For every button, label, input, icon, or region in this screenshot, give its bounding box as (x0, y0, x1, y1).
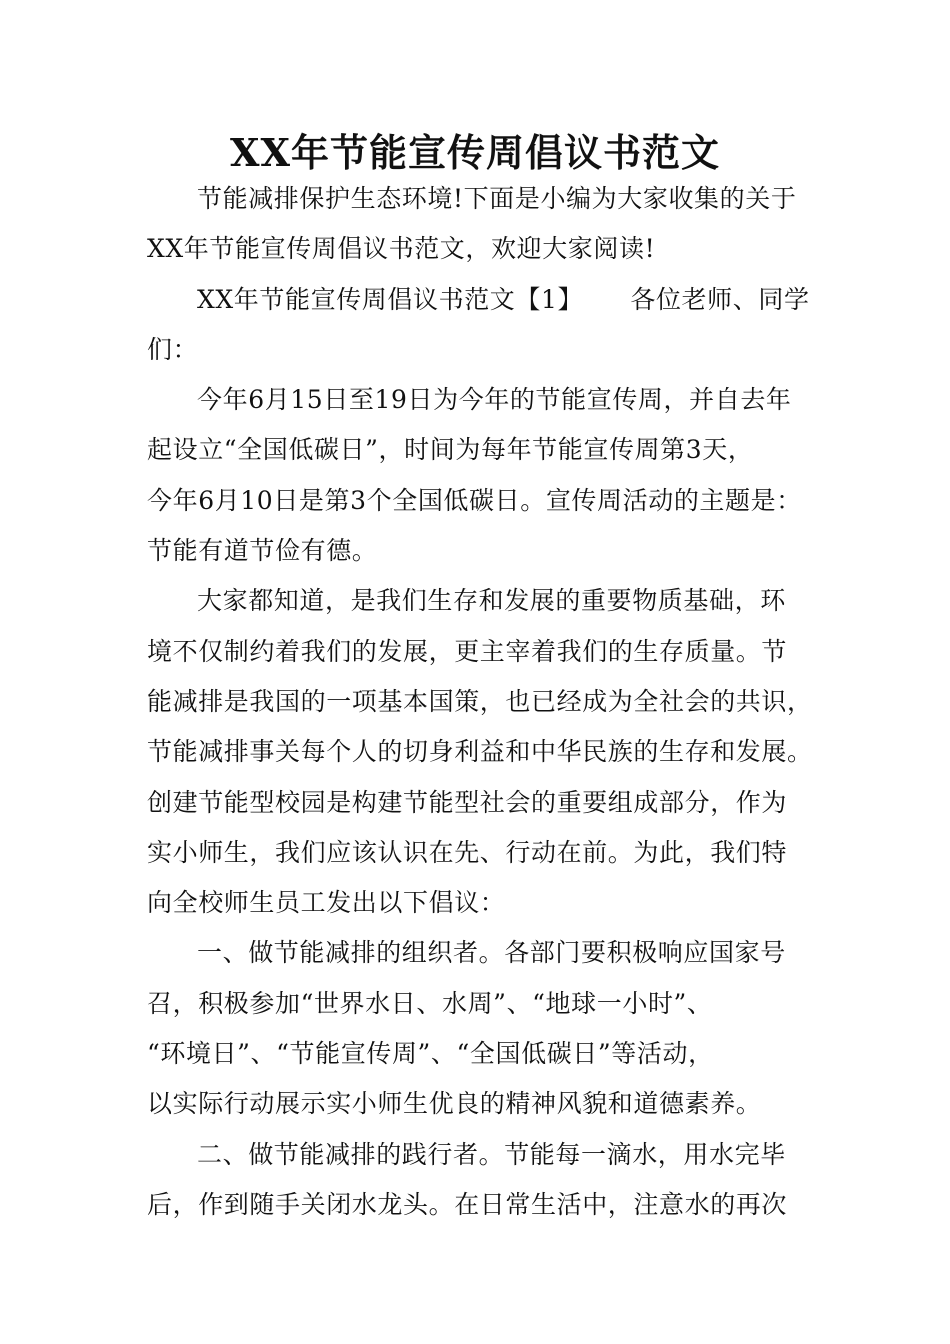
paragraph-line: 一、做节能减排的组织者。各部门要积极响应国家号 (197, 938, 786, 968)
paragraph-line: 召，积极参加“世界水日、水周”、“地球一小时”、 (147, 988, 713, 1018)
paragraph-line: 节能有道节俭有德。 (147, 536, 378, 566)
paragraph-line: 起设立“全国低碳日”，时间为每年节能宣传周第3天， (147, 435, 754, 465)
paragraph-line: 向全校师生员工发出以下倡议： (147, 888, 506, 918)
document-title: XX年节能宣传周倡议书范文 (230, 130, 720, 175)
paragraph-line: 大家都知道，是我们生存和发展的重要物质基础，环 (197, 586, 786, 616)
paragraph-line: “环境日”、“节能宣传周”、“全国低碳日”等活动， (147, 1039, 714, 1069)
paragraph-line: 境不仅制约着我们的发展，更主宰着我们的生存质量。节 (147, 636, 788, 666)
paragraph-line: 以实际行动展示实小师生优良的精神风貌和道德素养。 (147, 1089, 762, 1119)
paragraph-line: XX年节能宣传周倡议书范文，欢迎大家阅读! (147, 234, 656, 264)
paragraph-line: 二、做节能减排的践行者。节能每一滴水，用水完毕 (197, 1139, 786, 1169)
paragraph-line: 创建节能型校园是构建节能型社会的重要组成部分，作为 (147, 787, 788, 817)
paragraph-line: 后，作到随手关闭水龙头。在日常生活中，注意水的再次 (147, 1189, 788, 1219)
paragraph-line: 节能减排保护生态环境!下面是小编为大家收集的关于 (197, 184, 797, 213)
paragraph-line: 今年6月10日是第3个全国低碳日。宣传周活动的主题是： (147, 485, 802, 515)
paragraph-line: 们： (147, 334, 199, 364)
paragraph-line: 能减排是我国的一项基本国策，也已经成为全社会的共识， (147, 686, 813, 716)
paragraph-line: 节能减排事关每个人的切身利益和中华民族的生存和发展。 (147, 737, 813, 767)
paragraph-line: XX年节能宣传周倡议书范文【1】 各位老师、同学 (197, 284, 810, 314)
paragraph-line: 实小师生，我们应该认识在先、行动在前。为此，我们特 (147, 837, 788, 867)
document-body (147, 174, 813, 1230)
paragraph-line: 今年6月15日至19日为今年的节能宣传周，并自去年 (197, 385, 792, 415)
